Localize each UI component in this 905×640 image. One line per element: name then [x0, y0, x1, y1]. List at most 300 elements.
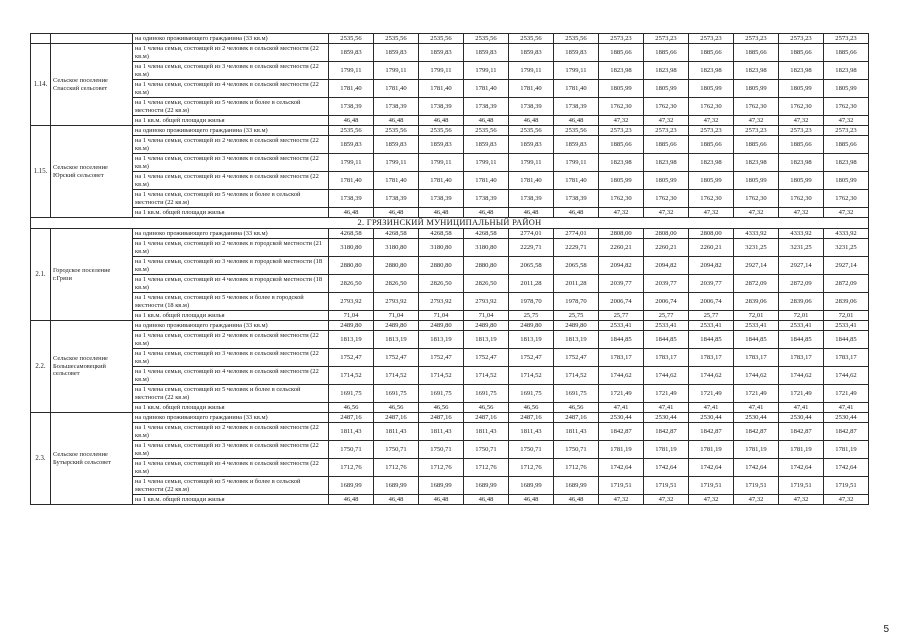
value-cell: 2530,44 [824, 413, 869, 423]
value-cell: 4333,92 [824, 229, 869, 239]
norm-description-cell: на одиноко проживающего гражданина (33 кв.м) [133, 34, 329, 44]
norm-description-cell: на 1 члена семьи, состоящей из 4 человек в сельской местности (22 кв.м) [133, 80, 329, 98]
value-cell: 1823,98 [599, 154, 644, 172]
value-cell: 47,32 [644, 495, 689, 505]
value-cell: 2530,44 [779, 413, 824, 423]
value-cell: 1721,49 [779, 385, 824, 403]
value-cell: 1859,83 [419, 136, 464, 154]
value-cell: 47,32 [599, 116, 644, 126]
value-cell: 47,41 [824, 403, 869, 413]
value-cell: 1738,39 [554, 190, 599, 208]
value-cell: 1744,62 [824, 367, 869, 385]
value-cell: 2573,23 [824, 126, 869, 136]
value-cell: 2487,16 [464, 413, 509, 423]
value-cell: 2533,41 [734, 321, 779, 331]
value-cell: 1714,52 [509, 367, 554, 385]
value-cell: 2774,01 [509, 229, 554, 239]
table-row [31, 385, 869, 403]
value-cell: 1691,75 [374, 385, 419, 403]
value-cell: 47,41 [779, 403, 824, 413]
value-cell: 47,32 [779, 116, 824, 126]
value-cell: 2533,41 [824, 321, 869, 331]
value-cell: 1799,11 [374, 154, 419, 172]
value-cell: 2487,16 [374, 413, 419, 423]
value-cell: 2065,58 [554, 257, 599, 275]
value-cell: 1783,17 [644, 349, 689, 367]
value-cell: 1885,66 [824, 136, 869, 154]
tariff-table-container [30, 33, 868, 505]
value-cell: 2826,50 [329, 275, 374, 293]
value-cell: 1805,99 [689, 80, 734, 98]
value-cell: 46,48 [374, 208, 419, 218]
value-cell: 2487,16 [419, 413, 464, 423]
value-cell: 1781,19 [689, 441, 734, 459]
value-cell: 1714,52 [464, 367, 509, 385]
value-cell: 1842,87 [689, 423, 734, 441]
norm-description-cell: на 1 члена семьи, состоящей из 2 человек в сельской местности (22 кв.м) [133, 44, 329, 62]
value-cell: 1823,98 [779, 62, 824, 80]
value-cell: 2927,14 [824, 257, 869, 275]
value-cell: 1744,62 [599, 367, 644, 385]
value-cell: 4268,58 [464, 229, 509, 239]
norm-description-cell: на 1 кв.м. общей площади жилья [133, 116, 329, 126]
value-cell: 2039,77 [644, 275, 689, 293]
table-row [31, 495, 869, 505]
value-cell: 1799,11 [554, 62, 599, 80]
value-cell: 1691,75 [419, 385, 464, 403]
norm-description-cell: на 1 члена семьи, состоящей из 2 человек в сельской местности (22 кв.м) [133, 136, 329, 154]
value-cell: 1781,40 [374, 172, 419, 190]
value-cell: 1762,30 [779, 98, 824, 116]
value-cell: 1859,83 [374, 136, 419, 154]
value-cell: 1842,87 [644, 423, 689, 441]
table-row [31, 239, 869, 257]
value-cell: 1738,39 [509, 190, 554, 208]
table-row [31, 34, 869, 44]
value-cell: 2927,14 [779, 257, 824, 275]
value-cell: 1742,64 [779, 459, 824, 477]
value-cell: 1781,40 [464, 172, 509, 190]
value-cell: 2011,28 [554, 275, 599, 293]
value-cell: 1805,99 [644, 172, 689, 190]
value-cell: 1799,11 [329, 62, 374, 80]
value-cell: 2880,80 [374, 257, 419, 275]
value-cell: 1781,40 [464, 80, 509, 98]
value-cell: 1714,52 [419, 367, 464, 385]
value-cell: 1859,83 [374, 44, 419, 62]
value-cell: 1811,43 [374, 423, 419, 441]
table-row [31, 126, 869, 136]
table-row [31, 293, 869, 311]
value-cell: 1805,99 [599, 80, 644, 98]
value-cell: 1752,47 [554, 349, 599, 367]
value-cell: 1738,39 [554, 98, 599, 116]
value-cell: 1712,76 [509, 459, 554, 477]
value-cell: 1805,99 [599, 172, 644, 190]
value-cell: 25,75 [509, 311, 554, 321]
value-cell: 2573,23 [824, 34, 869, 44]
value-cell: 1781,40 [419, 172, 464, 190]
value-cell: 1844,85 [599, 331, 644, 349]
value-cell: 1750,71 [554, 441, 599, 459]
value-cell: 1750,71 [509, 441, 554, 459]
value-cell: 47,32 [734, 495, 779, 505]
value-cell: 2535,56 [374, 126, 419, 136]
value-cell: 1781,40 [509, 80, 554, 98]
value-cell: 47,41 [734, 403, 779, 413]
value-cell: 2535,56 [374, 34, 419, 44]
value-cell: 1744,62 [779, 367, 824, 385]
settlement-name-cell: Сельское поселение Юрский сельсовет [51, 126, 133, 218]
norm-description-cell: на одиноко проживающего гражданина (33 кв.м) [133, 321, 329, 331]
value-cell: 2793,92 [374, 293, 419, 311]
value-cell: 46,48 [419, 116, 464, 126]
value-cell: 1799,11 [374, 62, 419, 80]
page-number: 5 [883, 624, 889, 635]
value-cell: 46,48 [464, 495, 509, 505]
value-cell: 71,04 [329, 311, 374, 321]
value-cell: 47,32 [734, 208, 779, 218]
value-cell: 47,32 [689, 208, 734, 218]
value-cell: 2039,77 [689, 275, 734, 293]
value-cell: 2533,41 [644, 321, 689, 331]
value-cell: 1744,62 [644, 367, 689, 385]
value-cell: 46,56 [554, 403, 599, 413]
value-cell: 1781,19 [644, 441, 689, 459]
value-cell: 2793,92 [329, 293, 374, 311]
value-cell: 1762,30 [644, 98, 689, 116]
value-cell: 2573,23 [599, 34, 644, 44]
value-cell: 1781,19 [779, 441, 824, 459]
value-cell: 1691,75 [464, 385, 509, 403]
norm-description-cell: на 1 кв.м. общей площади жилья [133, 208, 329, 218]
norm-description-cell: на 1 члена семьи, состоящей из 2 человек в сельской местности (22 кв.м) [133, 423, 329, 441]
value-cell: 1859,83 [464, 44, 509, 62]
value-cell: 47,32 [599, 495, 644, 505]
value-cell: 25,77 [599, 311, 644, 321]
value-cell: 1811,43 [419, 423, 464, 441]
settlement-name-cell [51, 34, 133, 44]
value-cell: 71,04 [374, 311, 419, 321]
norm-description-cell: на 1 кв.м. общей площади жилья [133, 311, 329, 321]
value-cell: 46,48 [464, 116, 509, 126]
value-cell: 1781,40 [554, 172, 599, 190]
value-cell: 1805,99 [734, 172, 779, 190]
value-cell: 1813,19 [374, 331, 419, 349]
value-cell: 1823,98 [689, 62, 734, 80]
value-cell: 46,48 [509, 495, 554, 505]
value-cell: 1799,11 [509, 154, 554, 172]
table-row [31, 44, 869, 62]
value-cell: 47,32 [779, 208, 824, 218]
settlement-name-cell: Сельское поселение Большесамовецкий сельсовет [51, 321, 133, 413]
value-cell: 4268,58 [374, 229, 419, 239]
value-cell: 2573,23 [734, 34, 779, 44]
value-cell: 47,41 [599, 403, 644, 413]
value-cell: 1719,51 [779, 477, 824, 495]
settlement-name-cell: Сельское поселение Бутырский сельсовет [51, 413, 133, 505]
value-cell: 2489,80 [374, 321, 419, 331]
value-cell: 1813,19 [509, 331, 554, 349]
value-cell: 1721,49 [599, 385, 644, 403]
value-cell: 1859,83 [554, 136, 599, 154]
value-cell: 1823,98 [779, 154, 824, 172]
norm-description-cell: на 1 члена семьи, состоящей из 3 человек в городской местности (18 кв.м) [133, 257, 329, 275]
value-cell: 1691,75 [329, 385, 374, 403]
value-cell: 3180,80 [464, 239, 509, 257]
value-cell: 47,32 [689, 495, 734, 505]
value-cell: 2530,44 [689, 413, 734, 423]
table-row [31, 80, 869, 98]
value-cell: 1859,83 [329, 136, 374, 154]
value-cell: 2229,71 [509, 239, 554, 257]
value-cell: 47,32 [644, 208, 689, 218]
row-number-cell: 1.14. [31, 44, 51, 126]
value-cell: 1811,43 [509, 423, 554, 441]
value-cell: 1762,30 [734, 190, 779, 208]
value-cell: 1844,85 [734, 331, 779, 349]
value-cell: 2065,58 [509, 257, 554, 275]
value-cell: 2487,16 [329, 413, 374, 423]
value-cell: 1689,99 [329, 477, 374, 495]
value-cell: 1813,19 [464, 331, 509, 349]
value-cell: 2573,23 [599, 126, 644, 136]
value-cell: 1714,52 [374, 367, 419, 385]
value-cell: 1750,71 [464, 441, 509, 459]
table-row [31, 208, 869, 218]
value-cell: 47,32 [689, 116, 734, 126]
value-cell: 1842,87 [599, 423, 644, 441]
value-cell: 47,32 [599, 208, 644, 218]
norm-description-cell: на 1 члена семьи, состоящей из 3 человек в сельской местности (22 кв.м) [133, 441, 329, 459]
norm-description-cell: на 1 члена семьи, состоящей из 4 человек в сельской местности (22 кв.м) [133, 172, 329, 190]
value-cell: 2826,50 [374, 275, 419, 293]
value-cell: 47,41 [644, 403, 689, 413]
table-row [31, 321, 869, 331]
tariff-table [30, 33, 869, 505]
value-cell: 46,48 [329, 116, 374, 126]
value-cell: 2011,28 [509, 275, 554, 293]
norm-description-cell: на 1 члена семьи, состоящей из 5 человек и более в сельской местности (22 кв.м) [133, 190, 329, 208]
value-cell: 2839,06 [824, 293, 869, 311]
row-number-cell [31, 34, 51, 44]
value-cell: 1799,11 [509, 62, 554, 80]
value-cell: 1719,51 [734, 477, 779, 495]
norm-description-cell: на 1 кв.м. общей площади жилья [133, 403, 329, 413]
value-cell: 1738,39 [329, 190, 374, 208]
value-cell: 71,04 [464, 311, 509, 321]
value-cell: 1783,17 [599, 349, 644, 367]
value-cell: 1813,19 [554, 331, 599, 349]
value-cell: 1811,43 [329, 423, 374, 441]
value-cell: 1885,66 [689, 44, 734, 62]
value-cell: 1859,83 [509, 44, 554, 62]
value-cell: 1805,99 [734, 80, 779, 98]
value-cell: 46,48 [554, 116, 599, 126]
table-row [31, 331, 869, 349]
norm-description-cell: на одиноко проживающего гражданина (33 кв.м) [133, 126, 329, 136]
value-cell: 1738,39 [374, 98, 419, 116]
value-cell: 1859,83 [419, 44, 464, 62]
value-cell: 3180,80 [419, 239, 464, 257]
value-cell: 1738,39 [329, 98, 374, 116]
value-cell: 47,32 [644, 116, 689, 126]
value-cell: 4333,92 [734, 229, 779, 239]
value-cell: 1742,64 [734, 459, 779, 477]
value-cell: 2573,23 [689, 34, 734, 44]
value-cell: 1885,66 [734, 136, 779, 154]
value-cell: 1689,99 [374, 477, 419, 495]
value-cell: 1978,70 [554, 293, 599, 311]
value-cell: 3180,80 [374, 239, 419, 257]
value-cell: 1844,85 [779, 331, 824, 349]
value-cell: 1738,39 [464, 98, 509, 116]
value-cell: 2535,56 [554, 126, 599, 136]
row-number-cell: 2.2. [31, 321, 51, 413]
row-number-cell: 2.3. [31, 413, 51, 505]
value-cell: 2006,74 [644, 293, 689, 311]
table-row [31, 172, 869, 190]
value-cell: 1721,49 [824, 385, 869, 403]
value-cell: 1823,98 [644, 62, 689, 80]
value-cell: 2533,41 [689, 321, 734, 331]
table-row [31, 136, 869, 154]
value-cell: 2774,01 [554, 229, 599, 239]
value-cell: 72,01 [734, 311, 779, 321]
value-cell: 1823,98 [644, 154, 689, 172]
value-cell: 2880,80 [419, 257, 464, 275]
value-cell: 1712,76 [374, 459, 419, 477]
value-cell: 2880,80 [329, 257, 374, 275]
value-cell: 1719,51 [644, 477, 689, 495]
value-cell: 3231,25 [824, 239, 869, 257]
norm-description-cell: на 1 члена семьи, состоящей из 3 человек в сельской местности (22 кв.м) [133, 349, 329, 367]
table-row [31, 441, 869, 459]
value-cell: 1721,49 [734, 385, 779, 403]
value-cell: 1823,98 [824, 62, 869, 80]
value-cell: 2839,06 [779, 293, 824, 311]
value-cell: 1738,39 [374, 190, 419, 208]
value-cell: 46,56 [464, 403, 509, 413]
value-cell: 1752,47 [509, 349, 554, 367]
value-cell: 2793,92 [419, 293, 464, 311]
value-cell: 1744,62 [689, 367, 734, 385]
value-cell: 1805,99 [824, 80, 869, 98]
value-cell: 1813,19 [329, 331, 374, 349]
section-header-row [31, 218, 869, 229]
table-row [31, 190, 869, 208]
value-cell: 1805,99 [644, 80, 689, 98]
value-cell: 2872,09 [824, 275, 869, 293]
value-cell: 25,75 [554, 311, 599, 321]
value-cell: 1738,39 [464, 190, 509, 208]
value-cell: 1742,64 [824, 459, 869, 477]
value-cell: 1738,39 [509, 98, 554, 116]
table-row [31, 229, 869, 239]
value-cell: 1750,71 [374, 441, 419, 459]
value-cell: 1762,30 [779, 190, 824, 208]
value-cell: 1781,40 [374, 80, 419, 98]
value-cell: 2573,23 [779, 126, 824, 136]
value-cell: 1844,85 [824, 331, 869, 349]
value-cell: 1799,11 [554, 154, 599, 172]
value-cell: 2535,56 [509, 34, 554, 44]
value-cell: 1842,87 [734, 423, 779, 441]
table-row [31, 116, 869, 126]
value-cell: 1859,83 [554, 44, 599, 62]
value-cell: 1783,17 [734, 349, 779, 367]
value-cell: 2094,82 [644, 257, 689, 275]
value-cell: 1750,71 [329, 441, 374, 459]
value-cell: 2094,82 [689, 257, 734, 275]
value-cell: 1799,11 [464, 62, 509, 80]
value-cell: 72,01 [779, 311, 824, 321]
value-cell: 1859,83 [329, 44, 374, 62]
norm-description-cell: на 1 члена семьи, состоящей из 2 человек в городской местности (21 кв.м) [133, 239, 329, 257]
value-cell: 1805,99 [824, 172, 869, 190]
value-cell: 1738,39 [419, 190, 464, 208]
value-cell: 47,32 [824, 116, 869, 126]
value-cell: 47,32 [824, 208, 869, 218]
value-cell: 2573,23 [644, 126, 689, 136]
value-cell: 2229,71 [554, 239, 599, 257]
value-cell: 1859,83 [464, 136, 509, 154]
norm-description-cell: на 1 члена семьи, состоящей из 4 человек в сельской местности (22 кв.м) [133, 459, 329, 477]
value-cell: 2260,21 [689, 239, 734, 257]
value-cell: 2535,56 [419, 34, 464, 44]
value-cell: 1762,30 [599, 190, 644, 208]
value-cell: 1781,19 [734, 441, 779, 459]
value-cell: 2808,00 [599, 229, 644, 239]
value-cell: 1691,75 [554, 385, 599, 403]
settlement-name-cell: Сельское поселение Спасский сельсовет [51, 44, 133, 126]
value-cell: 1781,40 [509, 172, 554, 190]
norm-description-cell: на 1 кв.м. общей площади жилья [133, 495, 329, 505]
value-cell: 47,32 [824, 495, 869, 505]
value-cell: 2826,50 [419, 275, 464, 293]
norm-description-cell: на 1 члена семьи, состоящей из 2 человек в сельской местности (22 кв.м) [133, 331, 329, 349]
value-cell: 1844,85 [644, 331, 689, 349]
value-cell: 46,48 [419, 495, 464, 505]
value-cell: 1781,19 [599, 441, 644, 459]
value-cell: 1762,30 [689, 190, 734, 208]
value-cell: 3231,25 [779, 239, 824, 257]
value-cell: 1859,83 [509, 136, 554, 154]
value-cell: 2530,44 [599, 413, 644, 423]
value-cell: 47,41 [689, 403, 734, 413]
value-cell: 1781,40 [419, 80, 464, 98]
value-cell: 2094,82 [599, 257, 644, 275]
value-cell: 1813,19 [419, 331, 464, 349]
value-cell: 3180,80 [329, 239, 374, 257]
value-cell: 1762,30 [824, 98, 869, 116]
value-cell: 71,04 [419, 311, 464, 321]
value-cell: 1885,66 [599, 136, 644, 154]
value-cell: 2535,56 [329, 126, 374, 136]
norm-description-cell: на одиноко проживающего гражданина (33 кв.м) [133, 413, 329, 423]
value-cell: 2260,21 [644, 239, 689, 257]
value-cell: 1719,51 [599, 477, 644, 495]
value-cell: 1712,76 [419, 459, 464, 477]
value-cell: 2487,16 [554, 413, 599, 423]
value-cell: 1712,76 [329, 459, 374, 477]
value-cell: 1752,47 [374, 349, 419, 367]
value-cell: 2533,41 [599, 321, 644, 331]
value-cell: 1762,30 [689, 98, 734, 116]
norm-description-cell: на 1 члена семьи, состоящей из 3 человек в сельской местности (22 кв.м) [133, 154, 329, 172]
value-cell: 3231,25 [734, 239, 779, 257]
table-row [31, 423, 869, 441]
